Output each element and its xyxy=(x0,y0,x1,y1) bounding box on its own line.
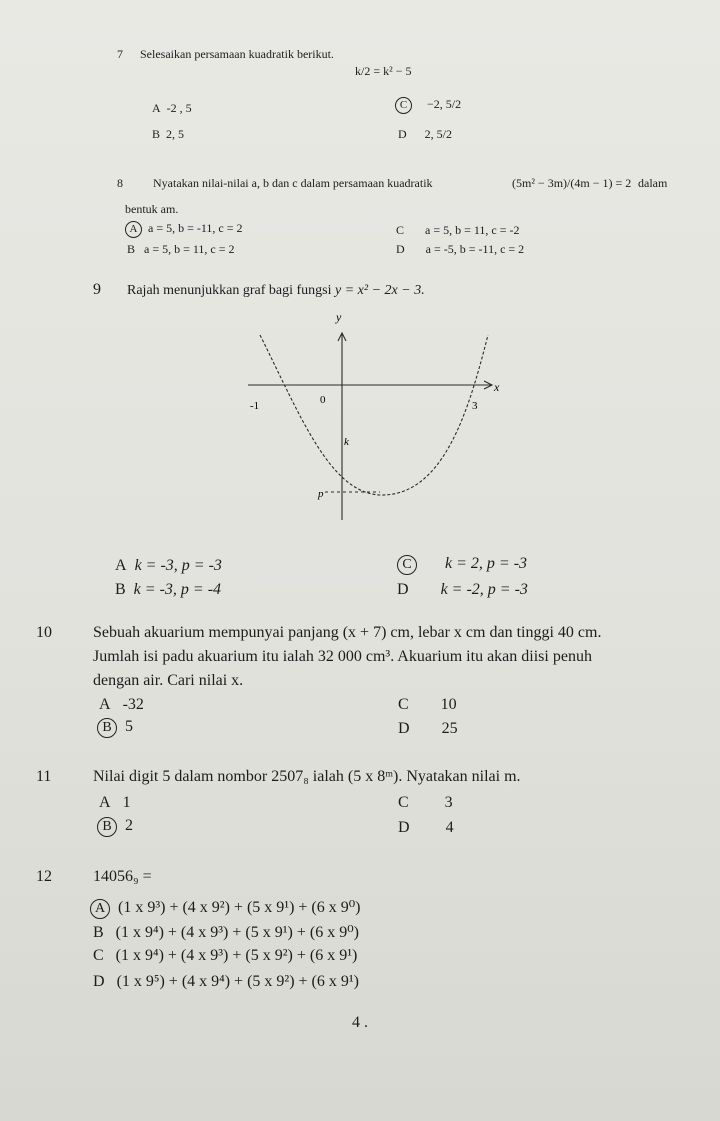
page-number: 4 . xyxy=(352,1014,368,1031)
graph-label-origin: 0 xyxy=(320,394,326,406)
q9-number: 9 xyxy=(93,281,101,298)
q7-option-a xyxy=(152,101,192,116)
q8-option-c-text: a = 5, b = 11, c = -2 xyxy=(425,223,520,237)
q9-question-text: Rajah menunjukkan graf bagi fungsi xyxy=(127,283,332,298)
q11-option-b-circled-letter: B xyxy=(97,817,117,837)
q10-line3: dengan air. Cari nilai x. xyxy=(93,672,244,689)
q8-option-b-text: a = 5, b = 11, c = 2 xyxy=(144,242,235,256)
q7-option-a-text: -2 , 5 xyxy=(166,101,192,115)
q9-option-c-text: k = 2, p = -3 xyxy=(445,555,528,572)
q7-option-d xyxy=(398,127,452,142)
graph-label-k: k xyxy=(344,436,349,448)
q10-option-a-text: -32 xyxy=(122,696,144,713)
q11-option-d-text: 4 xyxy=(445,819,454,836)
q11-question: Nilai digit 5 dalam nombor 2507₈ ialah (5 x 8ᵐ). Nyatakan nilai m. xyxy=(93,768,521,785)
q12-option-c-letter: C xyxy=(93,947,104,964)
q8-question-line1: Nyatakan nilai-nilai a, b dan c dalam persamaan kuadratik xyxy=(153,176,433,190)
q7-equation: k/2 = k² − 5 xyxy=(355,64,412,78)
q10-option-d xyxy=(398,720,458,738)
q10-option-c-letter: C xyxy=(398,696,409,713)
q10-option-b-text: 5 xyxy=(125,718,133,735)
q8-option-d xyxy=(396,242,524,257)
graph-label-neg1: -1 xyxy=(250,400,260,412)
q9-option-a xyxy=(115,557,222,575)
parabola-curve xyxy=(260,335,488,495)
q7-option-b xyxy=(152,127,184,142)
q11-option-c xyxy=(398,794,453,812)
q10-option-a xyxy=(99,696,144,714)
q10-option-d-letter: D xyxy=(398,720,410,737)
q10-option-b-circled-letter: B xyxy=(97,718,117,738)
q9-option-c-circled-letter: C xyxy=(397,555,417,575)
q10-line1: Sebuah akuarium mempunyai panjang (x + 7) cm, lebar x cm dan tinggi 40 cm. xyxy=(93,624,602,641)
q9-option-d xyxy=(397,581,528,599)
q9-option-b-text: k = -3, p = -4 xyxy=(133,581,222,598)
q9-option-a-text: k = -3, p = -3 xyxy=(134,557,222,574)
q10-option-d-text: 25 xyxy=(441,720,458,737)
q8-option-b-letter: B xyxy=(127,242,136,256)
q11-option-d-letter: D xyxy=(398,819,410,836)
q7-option-d-letter: D xyxy=(398,127,407,141)
q9-option-d-letter: D xyxy=(397,581,409,598)
q8-option-c xyxy=(396,223,520,238)
q8-option-d-text: a = -5, b = -11, c = 2 xyxy=(425,242,525,256)
q11-option-c-letter: C xyxy=(398,794,409,811)
q12-option-c xyxy=(93,947,357,965)
q7-option-a-letter: A xyxy=(152,101,161,115)
q11-option-d xyxy=(398,819,454,837)
q9-parabola-graph xyxy=(240,305,510,525)
q10-line2: Jumlah isi padu akuarium itu ialah 32 000 cm³. Akuarium itu akan diisi penuh xyxy=(93,648,592,665)
graph-x-label: x xyxy=(494,380,500,394)
q8-option-d-letter: D xyxy=(396,242,405,256)
q12-option-a-circled-letter: A xyxy=(90,899,110,919)
q9-question xyxy=(127,283,425,299)
q7-option-d-text: 2, 5/2 xyxy=(424,127,453,141)
q7-option-b-text: 2, 5 xyxy=(166,127,185,141)
q11-option-b xyxy=(97,817,133,837)
q9-function: y = x² − 2x − 3. xyxy=(335,283,425,298)
q10-option-a-letter: A xyxy=(99,696,111,713)
q7-number: 7 xyxy=(117,47,123,61)
q9-option-c xyxy=(397,555,527,575)
q10-number: 10 xyxy=(36,624,52,641)
q10-option-c xyxy=(398,696,457,714)
q8-question-tail: dalam xyxy=(638,176,668,190)
q12-option-a xyxy=(90,897,361,919)
q10-option-c-text: 10 xyxy=(440,696,457,713)
q11-option-a-letter: A xyxy=(99,794,111,811)
graph-y-label: y xyxy=(336,310,342,324)
q8-question-line2: bentuk am. xyxy=(125,202,179,216)
graph-label-p: p xyxy=(318,488,324,500)
q12-option-a-text: (1 x 9³) + (4 x 9²) + (5 x 9¹) + (6 x 9⁰) xyxy=(118,899,361,916)
q12-option-d xyxy=(93,973,359,991)
q7-question: Selesaikan persamaan kuadratik berikut. xyxy=(140,47,334,61)
q12-option-d-text: (1 x 9⁵) + (4 x 9⁴) + (5 x 9²) + (6 x 9¹) xyxy=(116,973,360,990)
q11-option-c-text: 3 xyxy=(444,794,453,811)
q8-option-a-text: a = 5, b = -11, c = 2 xyxy=(148,221,243,235)
q11-option-b-text: 2 xyxy=(125,817,133,834)
q8-number: 8 xyxy=(117,176,123,190)
q9-option-b-letter: B xyxy=(115,581,126,598)
q12-option-c-text: (1 x 9⁴) + (4 x 9³) + (5 x 9²) + (6 x 9¹) xyxy=(115,947,358,964)
q8-option-a-circled-letter: A xyxy=(125,221,142,238)
q12-option-d-letter: D xyxy=(93,973,105,990)
q7-option-b-letter: B xyxy=(152,127,161,141)
q12-option-b xyxy=(93,922,359,942)
q7-option-c xyxy=(395,97,461,114)
q12-question: 14056₉ = xyxy=(93,868,152,885)
q8-option-b xyxy=(127,242,235,257)
q8-equation: (5m² − 3m)/(4m − 1) = 2 xyxy=(512,176,632,190)
q9-option-d-text: k = -2, p = -3 xyxy=(440,581,528,598)
q8-option-a xyxy=(125,221,243,238)
q7-option-c-circled-letter: C xyxy=(395,97,412,114)
q11-option-a xyxy=(99,794,131,812)
q10-option-b xyxy=(97,718,133,738)
q9-option-b xyxy=(115,581,221,599)
q9-option-a-letter: A xyxy=(115,557,127,574)
q7-option-c-text: −2, 5/2 xyxy=(427,97,462,111)
q8-option-c-letter: C xyxy=(396,223,405,237)
q11-number: 11 xyxy=(36,768,52,785)
graph-label-three: 3 xyxy=(472,400,478,412)
q12-option-b-letter: B xyxy=(93,924,104,941)
q12-option-b-text: (1 x 9⁴) + (4 x 9³) + (5 x 9¹) + (6 x 9⁰) xyxy=(115,924,359,941)
q11-option-a-text: 1 xyxy=(122,794,131,811)
q12-number: 12 xyxy=(36,868,52,885)
